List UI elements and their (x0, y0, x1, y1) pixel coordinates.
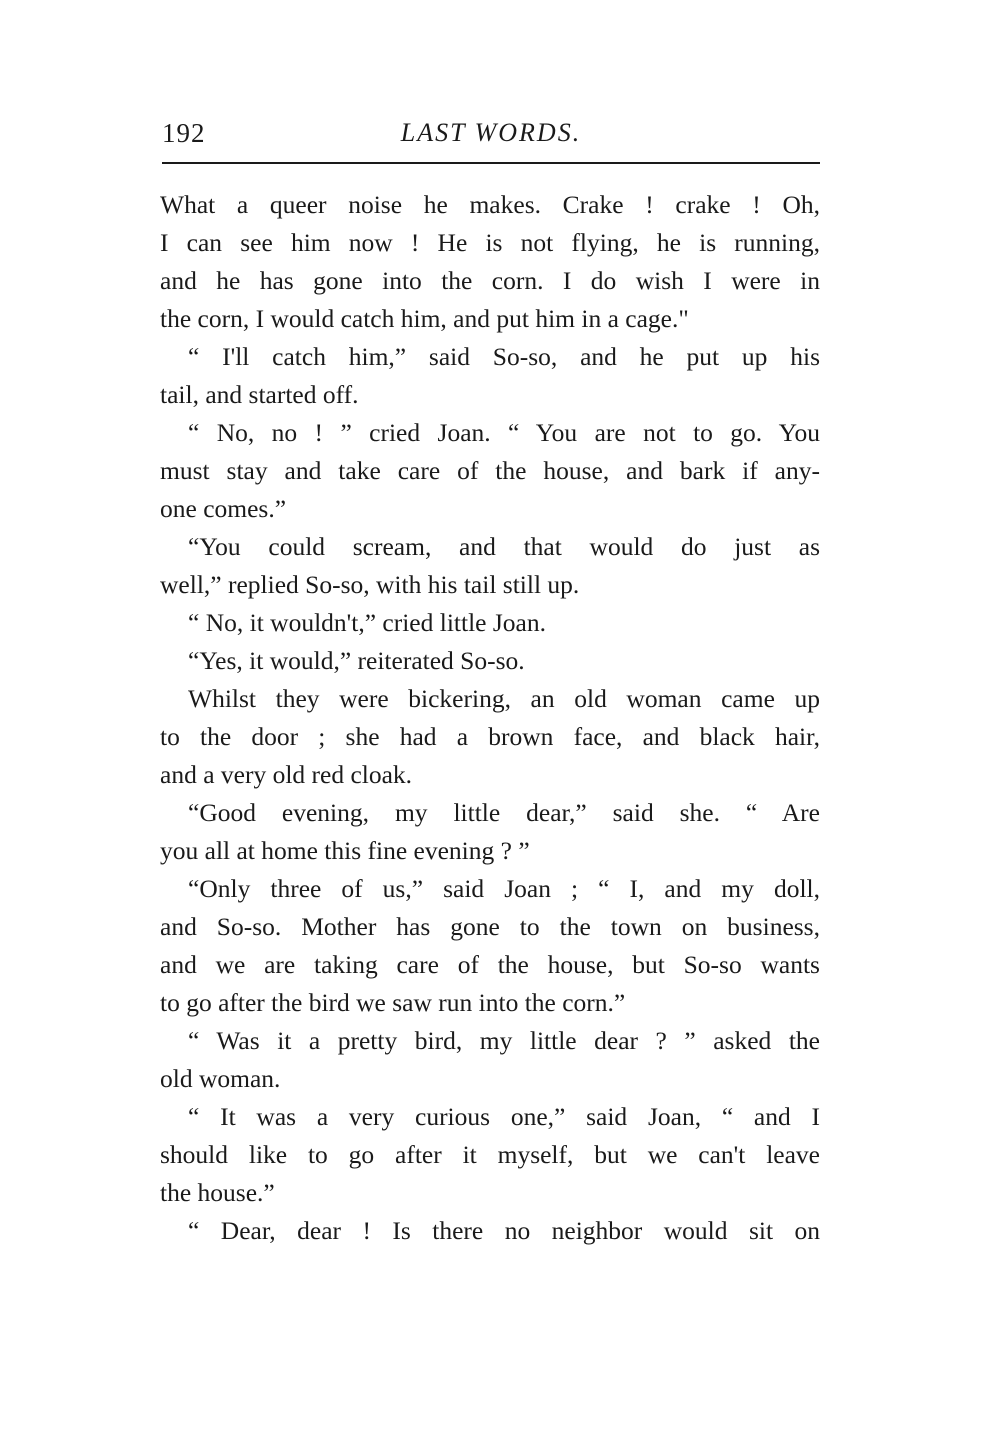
text-line: to go after the bird we saw run into the corn.” (160, 988, 626, 1017)
text-line: should like to go after it myself, but we can't leave (160, 1140, 820, 1169)
text-line: the house.” (160, 1178, 275, 1207)
running-title: LAST WORDS. (400, 118, 582, 147)
text-line: “ It was a very curious one,” said Joan, “ and I (188, 1102, 820, 1131)
text-line: one comes.” (160, 494, 287, 523)
text-line: well,” replied So-so, with his tail still up. (160, 570, 580, 599)
text-line: and a very old red cloak. (160, 760, 413, 789)
text-line: you all at home this fine evening ? ” (160, 836, 530, 865)
text-line: “Good evening, my little dear,” said she. “ Are (188, 798, 820, 827)
text-line: “ No, no ! ” cried Joan. “ You are not to go. You (188, 418, 820, 447)
header-rule (162, 162, 820, 164)
text-line: “ Dear, dear ! Is there no neighbor would sit on (188, 1216, 820, 1245)
text-line: and So-so. Mother has gone to the town on business, (160, 912, 820, 941)
text-line: tail, and started off. (160, 380, 359, 409)
text-line: must stay and take care of the house, and bark if any- (160, 456, 820, 485)
text-line: “Only three of us,” said Joan ; “ I, and my doll, (188, 874, 820, 903)
text-line: What a queer noise he makes. Crake ! crake ! Oh, (160, 190, 820, 219)
text-line: “ No, it wouldn't,” cried little Joan. (188, 608, 546, 637)
text-line: Whilst they were bickering, an old woman came up (188, 684, 820, 713)
text-line: old woman. (160, 1064, 281, 1093)
text-line: “ Was it a pretty bird, my little dear ? ” asked the (188, 1026, 820, 1055)
page-number: 192 (162, 118, 206, 148)
text-line: and we are taking care of the house, but So-so wants (160, 950, 820, 979)
text-line: and he has gone into the corn. I do wish I were in (160, 266, 820, 295)
text-line: the corn, I would catch him, and put him in a cage." (160, 304, 689, 333)
running-head (162, 118, 820, 158)
text-line: “ I'll catch him,” said So-so, and he put up his (188, 342, 820, 371)
text-line: “Yes, it would,” reiterated So-so. (188, 646, 525, 675)
text-line: to the door ; she had a brown face, and black hair, (160, 722, 820, 751)
body-text (160, 186, 820, 1250)
text-line: I can see him now ! He is not flying, he is running, (160, 228, 820, 257)
text-line: “You could scream, and that would do just as (188, 532, 820, 561)
